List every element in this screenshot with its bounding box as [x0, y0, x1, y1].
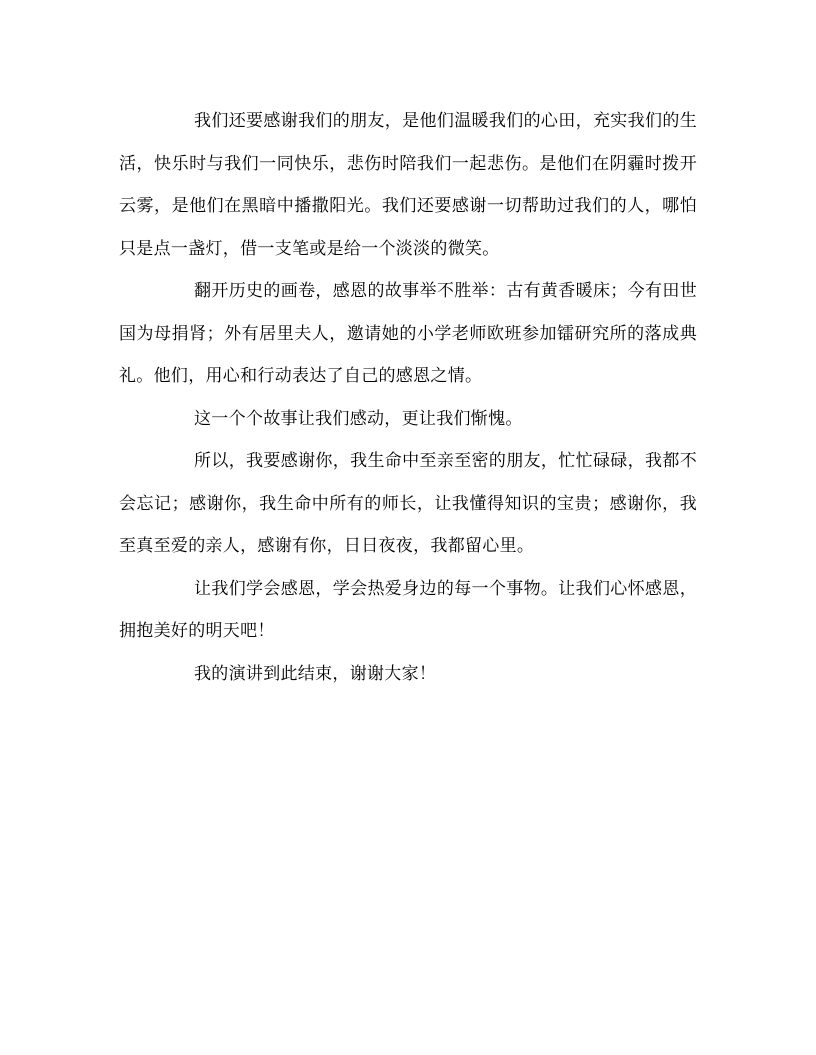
paragraph-thank-friends: 我们还要感谢我们的朋友，是他们温暖我们的心田，充实我们的生活，快乐时与我们一同快乐，悲伤时陪我们一起悲伤。是他们在阴霾时拨开云雾，是他们在黑暗中播撒阳光。我们还要感谢一切帮助过我们的人，哪怕只是点一盏灯，借一支笔或是给一个淡淡的微笑。	[119, 111, 697, 259]
paragraph-moved: 这一个个故事让我们感动，更让我们惭愧。	[194, 408, 523, 429]
paragraph-history-stories: 翻开历史的画卷，感恩的故事举不胜举：古有黄香暖床；今有田世国为母捐肾；外有居里夫人，邀请她的小学老师欧班参加镭研究所的落成典礼。他们，用心和行动表达了自己的感恩之情。	[119, 281, 697, 386]
paragraph-thank-you: 所以，我要感谢你，我生命中至亲至密的朋友，忙忙碌碌，我都不会忘记；感谢你，我生命中所有的师长，让我懂得知识的宝贵；感谢你，我至真至爱的亲人，感谢有你，日日夜夜，我都留心里。	[119, 451, 697, 556]
paragraph-learn-gratitude: 让我们学会感恩，学会热爱身边的每一个事物。让我们心怀感恩，拥抱美好的明天吧！	[119, 578, 697, 641]
paragraph-closing: 我的演讲到此结束，谢谢大家！	[194, 663, 437, 684]
speech-body	[119, 100, 697, 695]
